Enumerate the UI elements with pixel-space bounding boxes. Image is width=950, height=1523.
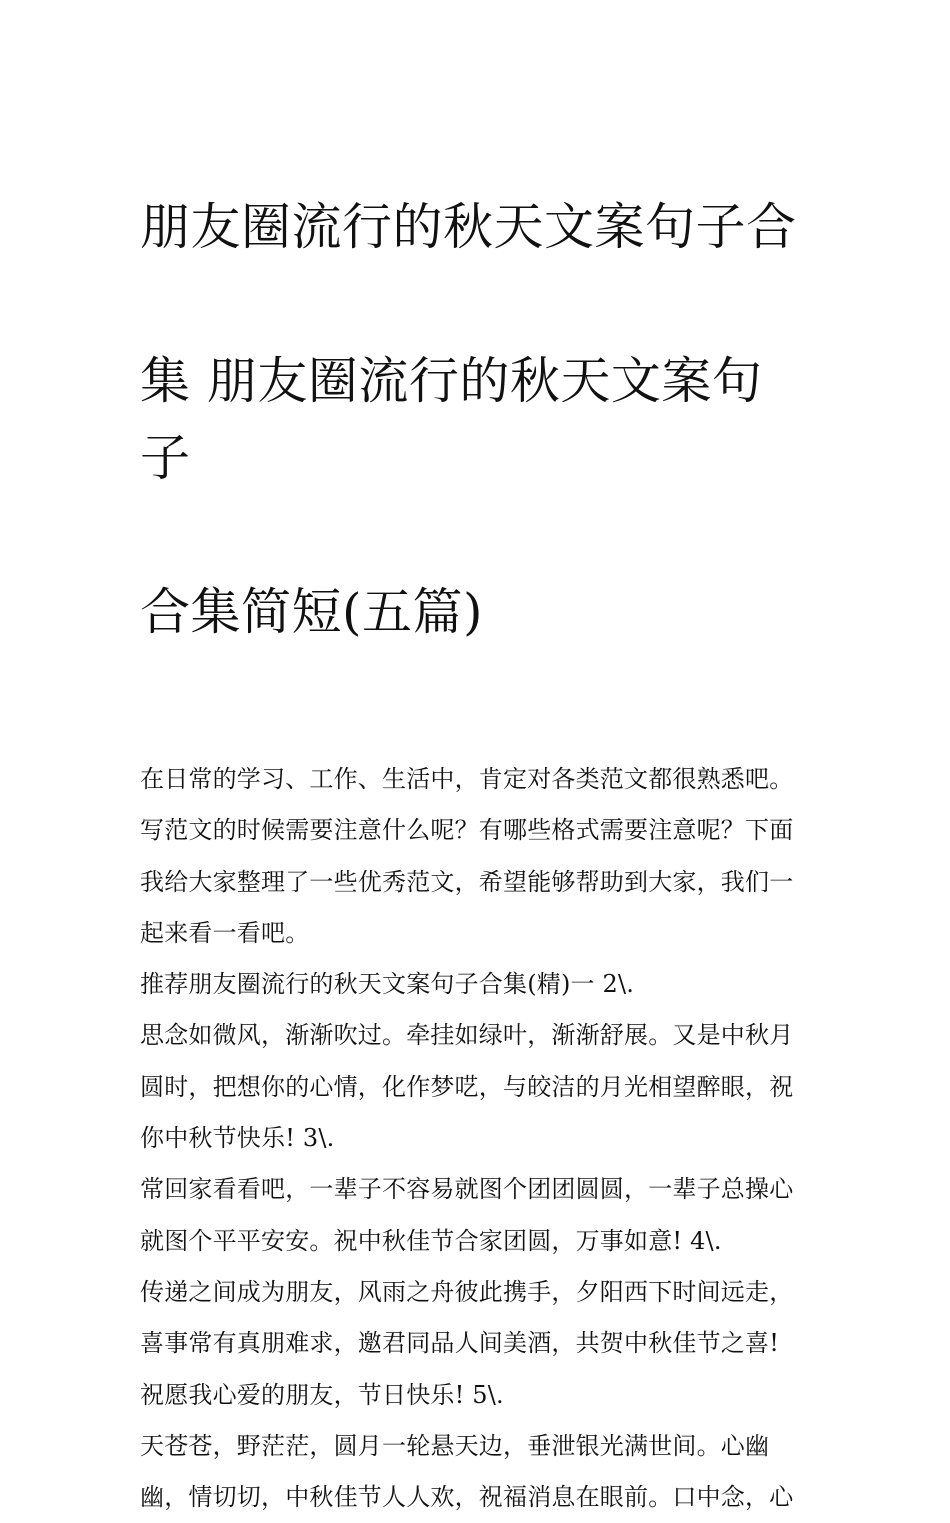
text-line: 写范文的时候需要注意什么呢？有哪些格式需要注意呢？下面 (140, 816, 794, 845)
text-line: 起来看一看吧。 (140, 918, 310, 947)
document-content (140, 112, 812, 1523)
text-line: 在日常的学习、工作、生活中，肯定对各类范文都很熟悉吧。 (140, 765, 794, 793)
title-line: 集 朋友圈流行的秋天文案句子 (140, 352, 763, 487)
quote-paragraph-6 (140, 1421, 812, 1523)
text-line: 圆时，把想你的心情，化作梦呓，与皎洁的月光相望醉眼，祝 (140, 1072, 794, 1101)
text-line: 思念如微风，渐渐吹过。牵挂如绿叶，渐渐舒展。又是中秋月 (140, 1021, 794, 1050)
title-line: 合集简短(五篇) (140, 583, 484, 641)
quote-paragraph-5 (140, 1267, 812, 1421)
text-line: 祝愿我心爱的朋友，节日快乐! 5\. (140, 1380, 504, 1409)
text-line: 我给大家整理了一些优秀范文，希望能够帮助到大家，我们一 (140, 867, 794, 896)
document-body (140, 754, 812, 1523)
document-title (140, 112, 812, 728)
intro-paragraph (140, 754, 812, 959)
text-line: 你中秋节快乐! 3\. (140, 1124, 335, 1153)
quote-paragraph-4 (140, 1164, 812, 1267)
text-line: 幽，情切切，中秋佳节人人欢，祝福消息在眼前。口中念，心 (140, 1483, 794, 1512)
text-line: 喜事常有真朋难求，邀君同品人间美酒，共贺中秋佳节之喜! (140, 1329, 780, 1358)
title-line: 朋友圈流行的秋天文案句子合 (140, 198, 797, 256)
quote-paragraph-3 (140, 1010, 812, 1164)
text-line: 传递之间成为朋友，风雨之舟彼此携手，夕阳西下时间远走， (140, 1277, 794, 1306)
text-line: 天苍苍，野茫茫，圆月一轮悬天边，垂泄银光满世间。心幽 (140, 1431, 770, 1460)
text-line: 推荐朋友圈流行的秋天文案句子合集(精)一 2\. (140, 970, 635, 999)
section-heading-paragraph (140, 959, 812, 1010)
text-line: 就图个平平安安。祝中秋佳节合家团圆，万事如意! 4\. (140, 1226, 722, 1255)
text-line: 常回家看看吧，一辈子不容易就图个团团圆圆，一辈子总操心 (140, 1175, 794, 1204)
